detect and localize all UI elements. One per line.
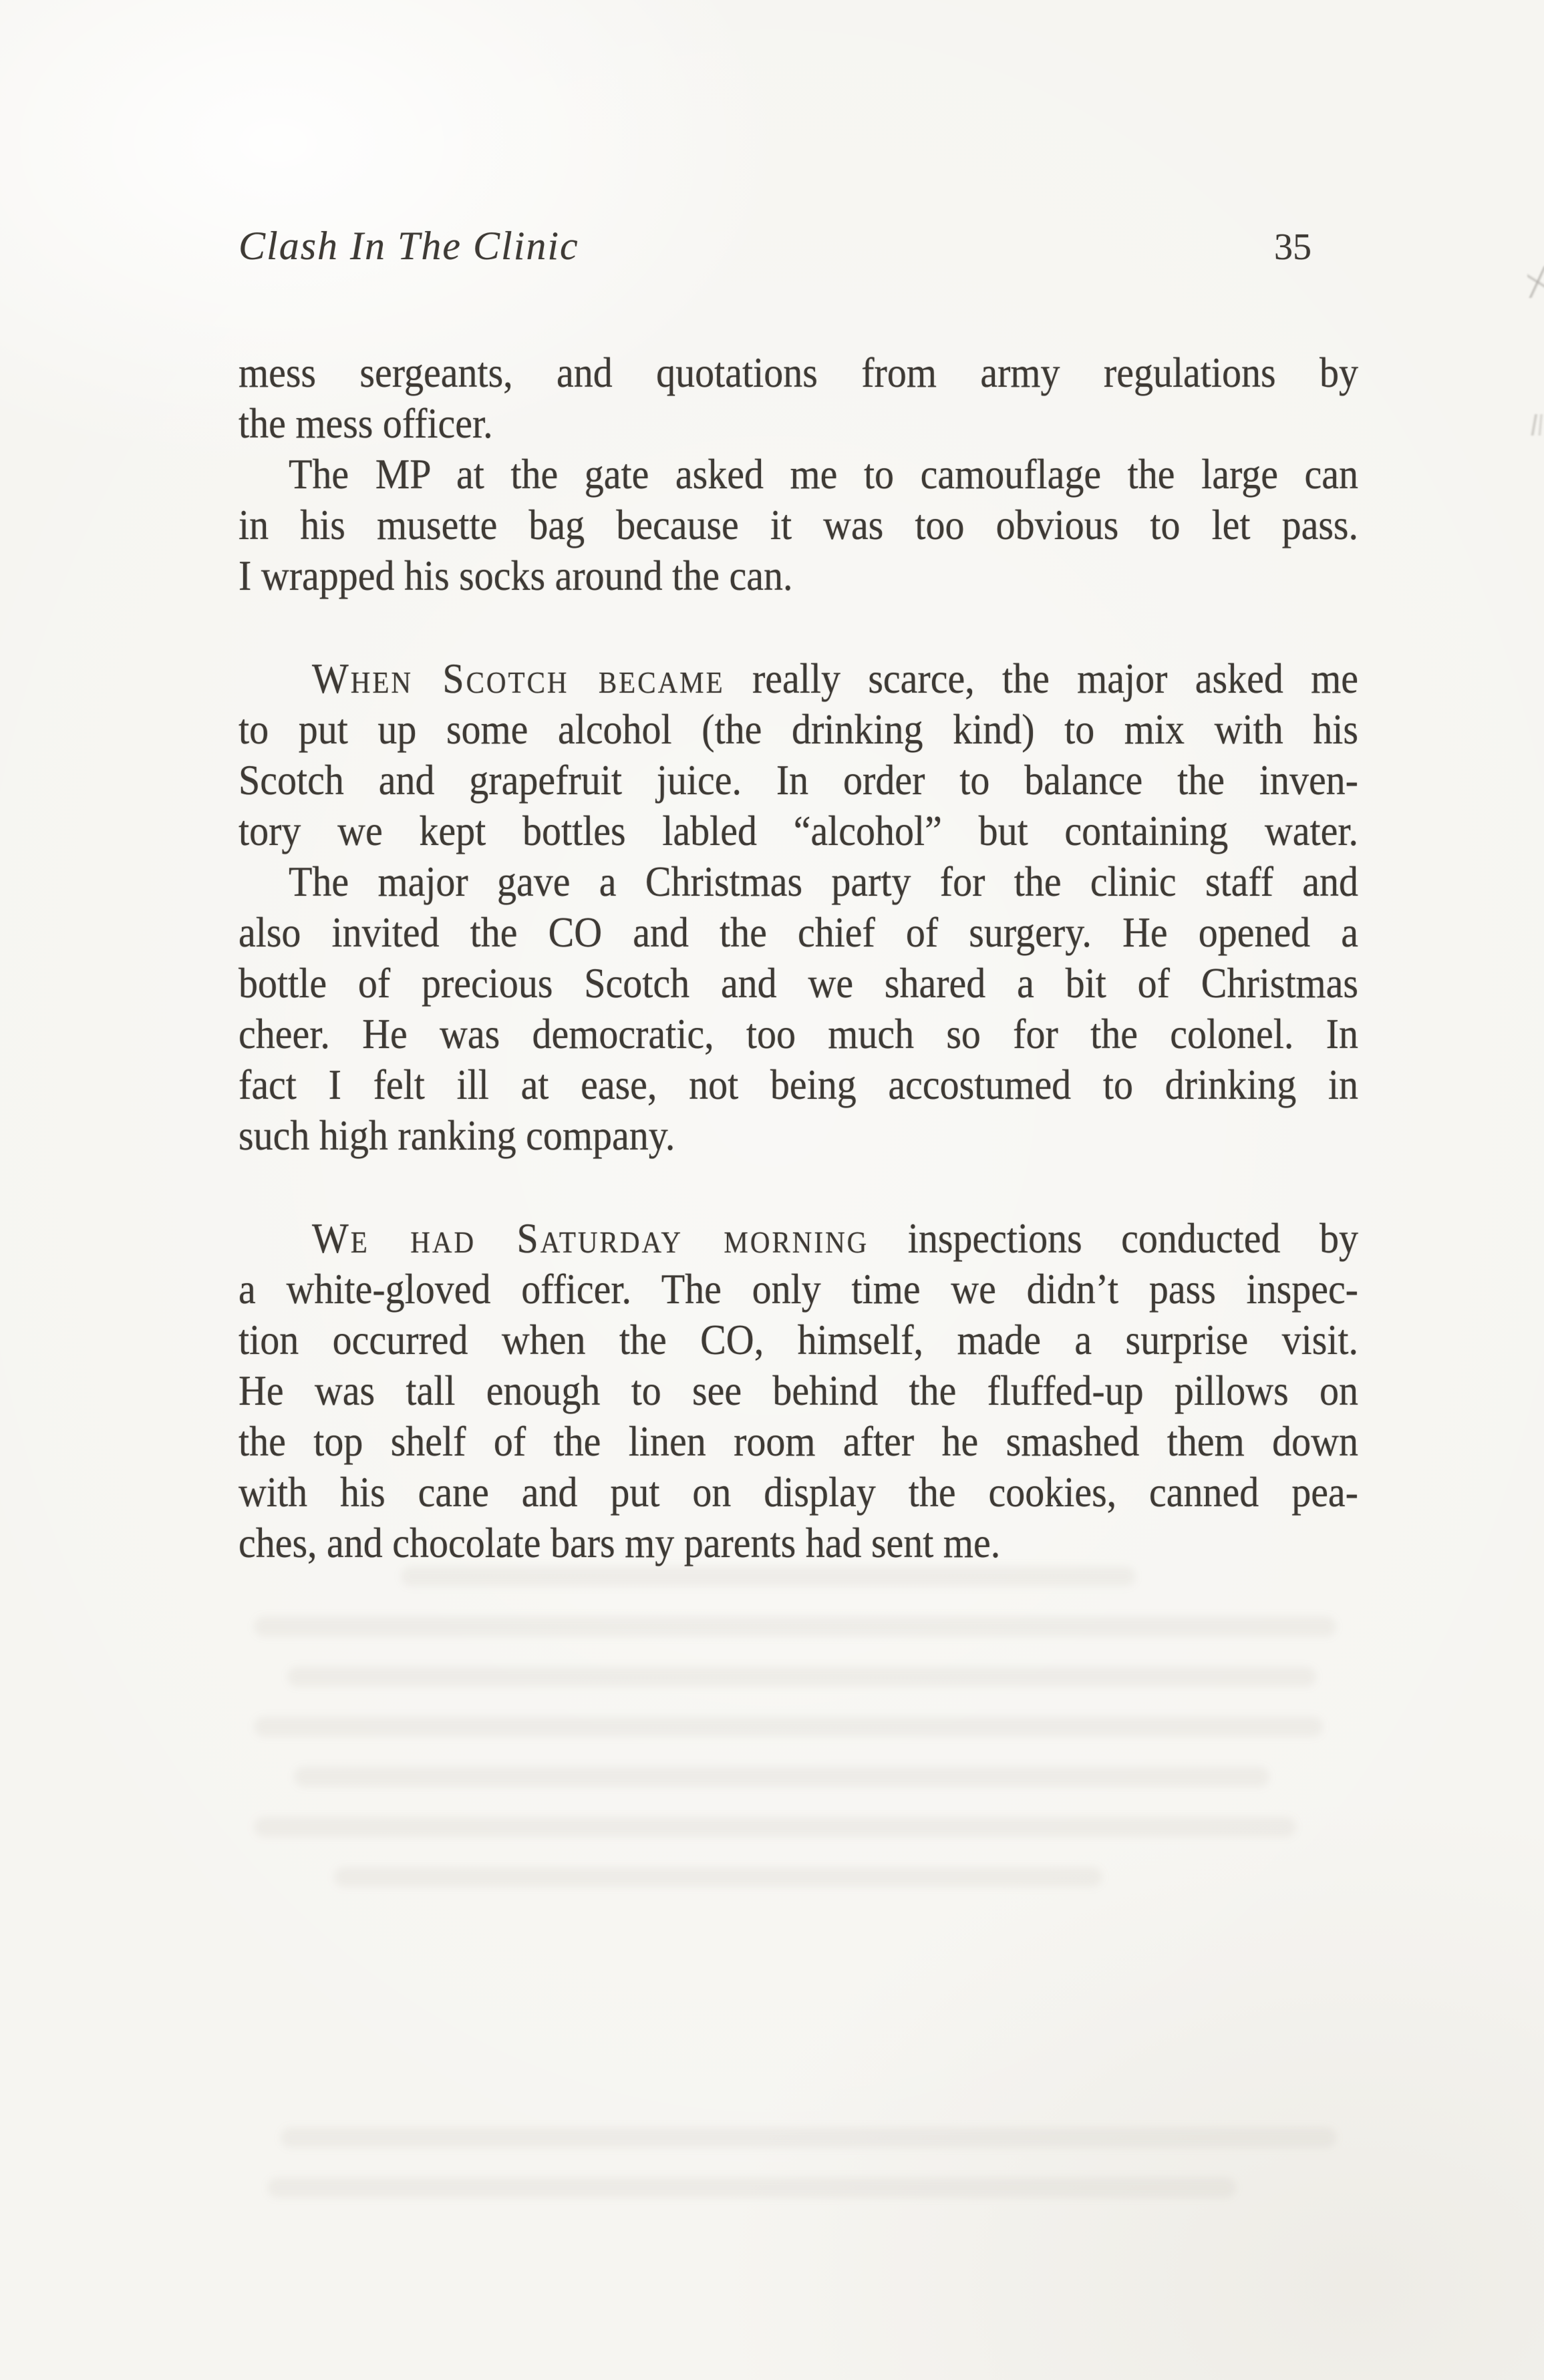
text-line: Scotch and grapefruit juice. In order to balance the inven-	[239, 755, 1358, 804]
page-header	[239, 223, 1358, 269]
showthrough-smudge	[334, 1867, 1102, 1887]
showthrough-smudge	[401, 1566, 1136, 1586]
text-line: The major gave a Christmas party for the clinic staff and	[289, 857, 1358, 906]
text-line: mess sergeants, and quotations from army regulations by	[239, 348, 1358, 397]
text-line: fact I felt ill at ease, not being accostumed to drinking in	[239, 1060, 1358, 1109]
text-line: tory we kept bottles labled “alcohol” but containing water.	[239, 806, 1358, 855]
margin-smudge-mark	[1527, 266, 1544, 298]
showthrough-smudge	[281, 2128, 1336, 2148]
paragraph	[239, 449, 1358, 601]
text-line: such high ranking company.	[239, 1111, 675, 1160]
page-body	[239, 347, 1358, 1568]
smallcaps-lead: When Scotch became	[312, 654, 725, 703]
text-line: a white-gloved officer. The only time we didn’t pass inspec-	[239, 1264, 1358, 1313]
text-line: The MP at the gate asked me to camouflage the large can	[289, 450, 1358, 498]
paragraph	[239, 1213, 1358, 1568]
text-line: also invited the CO and the chief of surgery. He opened a	[239, 908, 1358, 957]
paragraph	[239, 653, 1358, 856]
margin-smudge-mark	[1523, 414, 1544, 436]
text-line: with his cane and put on display the cookies, canned pea-	[239, 1468, 1358, 1516]
text-line: When Scotch became really scarce, the major asked me	[312, 654, 1358, 703]
text-line: in his musette bag because it was too obvious to let pass.	[239, 500, 1358, 549]
text-line: I wrapped his socks around the can.	[239, 551, 793, 600]
text-line: bottle of precious Scotch and we shared a bit of Christmas	[239, 959, 1358, 1007]
paragraph	[239, 347, 1358, 449]
showthrough-smudge	[254, 1717, 1323, 1737]
showthrough-smudge	[287, 1667, 1316, 1687]
text-line: He was tall enough to see behind the fluffed-up pillows on	[239, 1366, 1358, 1415]
paragraph	[239, 856, 1358, 1161]
text-line: to put up some alcohol (the drinking kind) to mix with his	[239, 705, 1358, 753]
showthrough-smudge	[267, 2178, 1236, 2198]
showthrough-smudge	[254, 1617, 1336, 1637]
running-title: Clash In The Clinic	[239, 224, 579, 268]
smallcaps-lead: We had Saturday morning	[312, 1214, 869, 1262]
text-line: cheer. He was democratic, too much so for the colonel. In	[239, 1009, 1358, 1058]
text-line: We had Saturday morning inspections conducted by	[312, 1214, 1358, 1262]
text-line: the top shelf of the linen room after he smashed them down	[239, 1417, 1358, 1466]
showthrough-smudge	[254, 1817, 1296, 1837]
showthrough-smudge	[294, 1767, 1269, 1787]
page-number: 35	[1274, 226, 1311, 268]
text-line: tion occurred when the CO, himself, made a surprise visit.	[239, 1315, 1358, 1364]
text-line: the mess officer.	[239, 399, 493, 448]
text-line: ches, and chocolate bars my parents had sent me.	[239, 1518, 1001, 1567]
